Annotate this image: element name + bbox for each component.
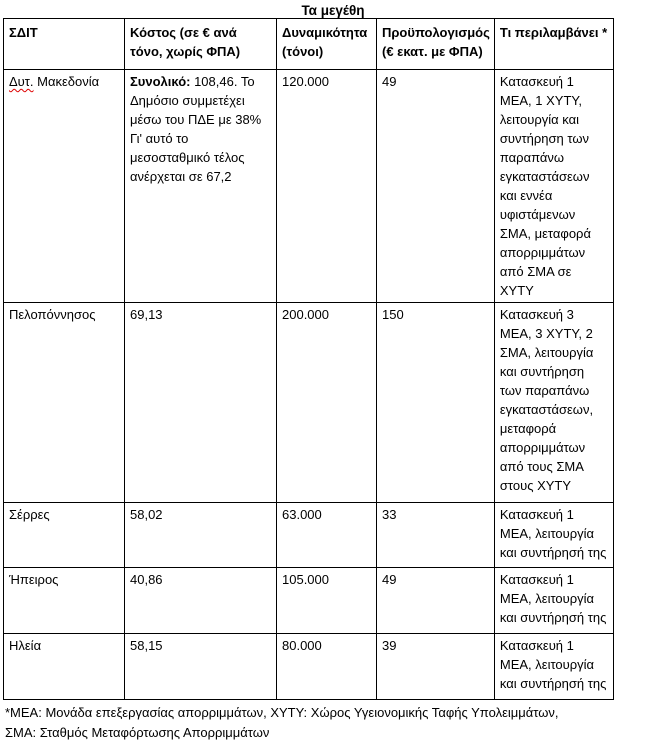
budget-cell: 49 [377,568,495,634]
cost-cell: 69,13 [125,303,277,503]
cost-cell: 40,86 [125,568,277,634]
budget-cell: 150 [377,303,495,503]
capacity-cell: 80.000 [277,634,377,700]
footnote [5,703,661,743]
cost-lead: Συνολικό: [130,74,191,89]
includes-cell: Κατασκευή 1 ΜΕΑ, λειτουργία και συντήρησή της [494,503,613,568]
cost-text: 108,46. Το Δημόσιο συμμετέχει μέσω του ΠΔΕ με 38% Γι' αυτό το μεσοσταθμικό τέλος ανέρχεται σε 67,2 [130,74,262,184]
region-prefix: Δυτ. [9,74,34,89]
cost-cell: 58,02 [125,503,277,568]
header-capacity: Δυναμικότητα (τόνοι) [277,19,377,70]
header-region: ΣΔΙΤ [4,19,125,70]
region-cell: Πελοπόννησος [4,303,125,503]
capacity-cell: 200.000 [277,303,377,503]
cost-cell: 58,15 [125,634,277,700]
table-row [4,634,614,700]
capacity-cell: 105.000 [277,568,377,634]
cost-cell [125,70,277,303]
table-row [4,503,614,568]
region-cell: Σέρρες [4,503,125,568]
includes-cell: Κατασκευή 3 ΜΕΑ, 3 ΧΥΤΥ, 2 ΣΜΑ, λειτουργία και συντήρηση των παραπάνω εγκαταστάσεων, μεταφορά απορριμμάτων από τους ΣΜΑ στους ΧΥΤΥ [494,303,613,503]
region-cell: Ηλεία [4,634,125,700]
region-rest: Μακεδονία [33,74,100,89]
includes-cell: Κατασκευή 1 ΜΕΑ, λειτουργία και συντήρησή της [494,568,613,634]
region-cell: Ήπειρος [4,568,125,634]
region-cell [4,70,125,303]
capacity-cell: 120.000 [277,70,377,303]
includes-cell: Κατασκευή 1 ΜΕΑ, λειτουργία και συντήρησή της [494,634,613,700]
capacity-cell: 63.000 [277,503,377,568]
header-budget: Προϋπολογισμός (€ εκατ. με ΦΠΑ) [377,19,495,70]
footnote-line: ΣΜΑ: Σταθμός Μεταφόρτωσης Απορριμμάτων [5,725,270,740]
table-row [4,568,614,634]
footnote-line: *ΜΕΑ: Μονάδα επεξεργασίας απορριμμάτων, ΧΥΤΥ: Χώρος Υγειονομικής Ταφής Υπολειμμάτων, [5,705,559,720]
budget-cell: 49 [377,70,495,303]
ppp-projects-table [3,18,614,700]
table-row [4,70,614,303]
table-row [4,303,614,503]
budget-cell: 33 [377,503,495,568]
table-title: Τα μεγέθη [301,3,365,18]
header-cost: Κόστος (σε € ανά τόνο, χωρίς ΦΠΑ) [125,19,277,70]
budget-cell: 39 [377,634,495,700]
header-includes: Τι περιλαμβάνει * [494,19,613,70]
header-row [4,19,614,70]
includes-cell: Κατασκευή 1 ΜΕΑ, 1 ΧΥΤΥ, λειτουργία και συντήρηση των παραπάνω εγκαταστάσεων και εννέα υφιστάμενων ΣΜΑ, μεταφορά απορριμμάτων από ΣΜΑ σε ΧΥΤΥ [494,70,613,303]
